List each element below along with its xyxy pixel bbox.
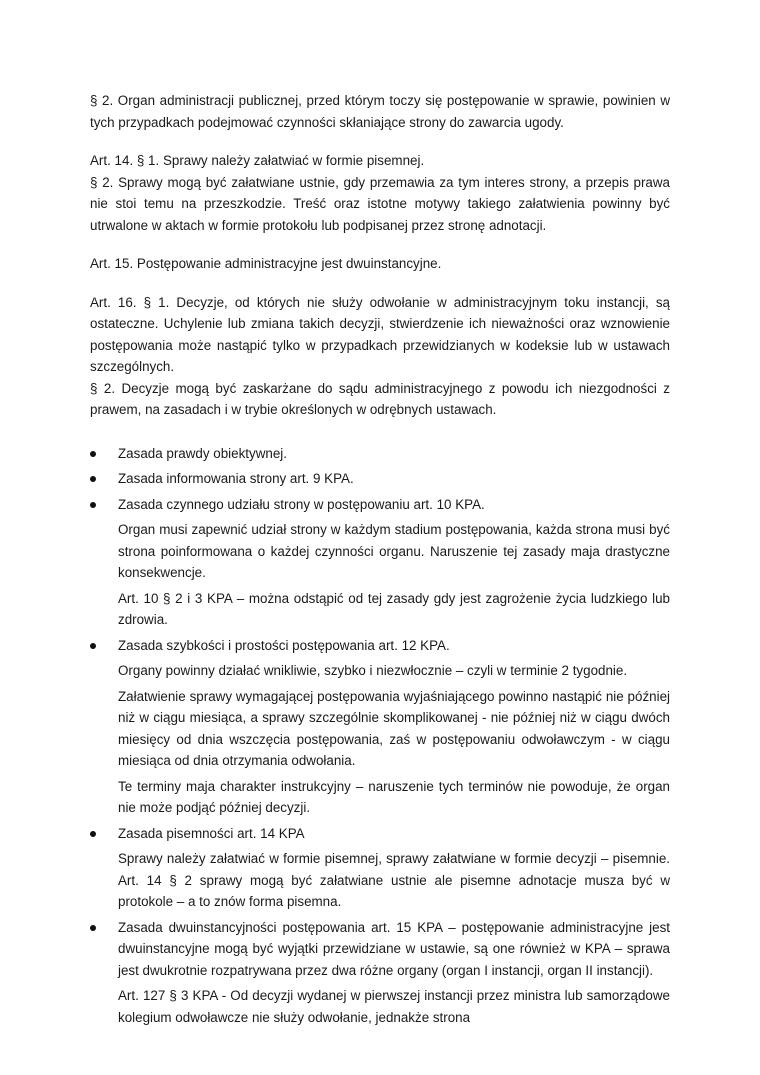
principle-title: Zasada szybkości i prostości postępowania art. 12 KPA. — [118, 637, 450, 653]
article-paragraph — [90, 90, 670, 133]
principle-title: Zasada prawdy obiektywnej. — [118, 445, 287, 461]
principle-detail: Art. 10 § 2 i 3 KPA – można odstąpić od tej zasady gdy jest zagrożenie życia ludzkiego lub zdrowia. — [118, 590, 670, 627]
list-item — [90, 823, 670, 913]
list-item — [90, 443, 670, 465]
paragraph-text: § 2. Organ administracji publicznej, przed którym toczy się postępowanie w sprawie, powinien w tych przypadkach podejmować czynności skłaniające strony do zawarcia ugody. — [90, 93, 670, 130]
principle-detail: Organ musi zapewnić udział strony w każdym stadium postępowania, każda strona musi być strona poinformowana o każdej czynności organu. Naruszenie tej zasady maja drastyczne konsekwencje. — [118, 522, 670, 580]
paragraph-text: Art. 14. § 1. Sprawy należy załatwiać w formie pisemnej. — [90, 153, 425, 168]
principle-detail: Art. 127 § 3 KPA - Od decyzji wydanej w pierwszej instancji przez ministra lub samorządowe kolegium odwoławcze nie służy odwołanie, jednakże strona — [118, 988, 670, 1025]
document-page — [90, 90, 670, 1032]
bullet-icon — [90, 925, 96, 931]
paragraph-text: Art. 16. § 1. Decyzje, od których nie służy odwołanie w administracyjnym toku instancji, są ostateczne. Uchylenie lub zmiana takich decyzji, stwierdzenie ich nieważności oraz wznowienie postępowania może nastąpić tylko w przypadkach przewidzianych w kodeksie lub w ustawach szczególnych. — [90, 294, 670, 374]
bullet-icon — [90, 451, 96, 457]
bullet-icon — [90, 831, 96, 837]
principle-title: Zasada pisemności art. 14 KPA — [118, 825, 305, 841]
principle-detail: Te terminy maja charakter instrukcyjny – naruszenie tych terminów nie powoduje, że organ nie może podjąć później decyzji. — [118, 778, 670, 815]
article-paragraph — [90, 292, 670, 421]
list-item — [90, 917, 670, 1029]
principle-title: Zasada czynnego udziału strony w postępowaniu art. 10 KPA. — [118, 496, 485, 512]
principle-detail: Organy powinny działać wnikliwie, szybko i niezwłocznie – czyli w terminie 2 tygodnie. — [118, 663, 628, 678]
paragraph-text: Art. 15. Postępowanie administracyjne jest dwuinstancyjne. — [90, 256, 442, 271]
article-paragraph — [90, 253, 670, 275]
bullet-icon — [90, 476, 96, 482]
list-item — [90, 494, 670, 631]
principle-title: Zasada informowania strony art. 9 KPA. — [118, 471, 354, 486]
intro-section — [90, 90, 670, 421]
paragraph-text: § 2. Sprawy mogą być załatwiane ustnie, gdy przemawia za tym interes strony, a przepis prawa nie stoi temu na przeszkodzie. Treść oraz istotne motywy takiego załatwienia powinny być utrwalone w aktach w formie protokołu lub podpisanej przez stronę adnotacji. — [90, 174, 670, 233]
principles-list — [90, 443, 670, 1029]
list-item — [90, 468, 670, 490]
article-paragraph — [90, 150, 670, 236]
principle-title: Zasada dwuinstancyjności postępowania art. 15 KPA – postępowanie administracyjne jest dwuinstancyjne mogą być wyjątki przewidziane w ustawie, są one również w KPA – sprawa jest dwukrotnie rozpatrywana przez dwa różne organy (organ I instancji, organ II instancji). — [118, 919, 670, 978]
paragraph-text: § 2. Decyzje mogą być zaskarżane do sądu administracyjnego z powodu ich niezgodności z prawem, na zasadach i w trybie określonych w odrębnych ustawach. — [90, 380, 670, 417]
principle-detail: Załatwienie sprawy wymagającej postępowania wyjaśniającego powinno nastąpić nie później niż w ciągu miesiąca, a sprawy szczególnie skomplikowanej - nie później niż w ciągu dwóch miesięcy od dnia wszczęcia postępowania, zaś w postępowaniu odwoławczym - w ciągu miesiąca od dnia otrzymania odwołania. — [118, 688, 670, 768]
bullet-icon — [90, 502, 96, 508]
bullet-icon — [90, 643, 96, 649]
list-item — [90, 635, 670, 819]
principle-detail: Sprawy należy załatwiać w formie pisemnej, sprawy załatwiane w formie decyzji – pisemnie. Art. 14 § 2 sprawy mogą być załatwiane ustnie ale pisemne adnotacje musza być w protokole – a to znów forma pisemna. — [118, 851, 670, 909]
